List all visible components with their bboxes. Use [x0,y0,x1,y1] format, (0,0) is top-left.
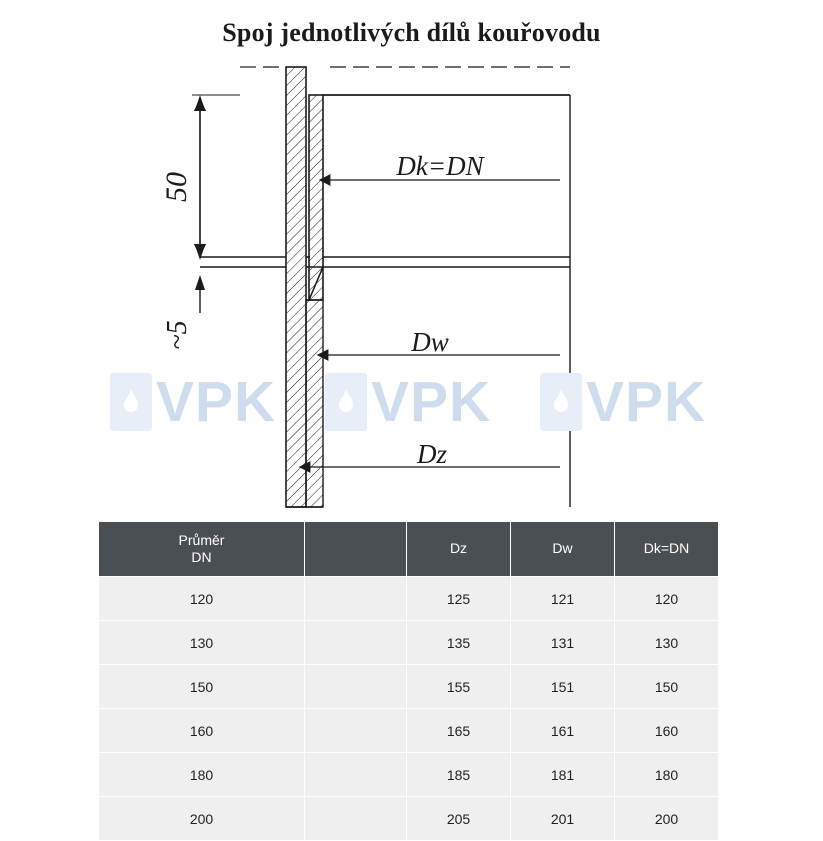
cell-dn: 150 [99,665,305,709]
col-header-blank [305,522,407,577]
table-row [99,709,719,753]
table-row [99,797,719,841]
dimension-label-dk-dn: Dk=DN [396,151,484,181]
cell-dn: 180 [99,753,305,797]
cell-dw: 131 [511,621,615,665]
watermark-text: VPK [371,369,492,434]
cell-dn: 130 [99,621,305,665]
cell-dz: 135 [407,621,511,665]
table-row [99,577,719,621]
table-row [99,665,719,709]
cell-dw: 161 [511,709,615,753]
col-header-dw: Dw [511,522,615,577]
cell-dn: 200 [99,797,305,841]
drawing-geometry [192,67,570,507]
cell-blank [305,797,407,841]
dimension-label-dw: Dw [411,327,449,357]
cell-dw: 121 [511,577,615,621]
table-body [99,577,719,841]
col-header-dkdn: Dk=DN [615,522,719,577]
cell-dkdn: 130 [615,621,719,665]
cell-dkdn: 150 [615,665,719,709]
spec-table [98,521,719,841]
cell-dw: 201 [511,797,615,841]
cell-blank [305,665,407,709]
cell-dw: 181 [511,753,615,797]
col-header-dn [99,522,305,577]
dimension-label-5: ~5 [162,320,193,350]
col-header-dn-line2: DN [191,549,212,565]
page-title: Spoj jednotlivých dílů kouřovodu [222,18,601,47]
cell-dkdn: 180 [615,753,719,797]
dimension-label-50: 50 [160,172,193,202]
cell-dz: 165 [407,709,511,753]
cell-blank [305,621,407,665]
cell-dz: 125 [407,577,511,621]
cell-dkdn: 200 [615,797,719,841]
cell-dz: 155 [407,665,511,709]
watermark-text: VPK [156,369,277,434]
table-header-row [99,522,719,577]
spec-table-wrapper [98,521,718,841]
cell-dw: 151 [511,665,615,709]
technical-drawing [0,55,823,515]
cell-blank [305,709,407,753]
table-row [99,621,719,665]
cell-blank [305,577,407,621]
cell-dn: 160 [99,709,305,753]
cell-dn: 120 [99,577,305,621]
col-header-dz: Dz [407,522,511,577]
dimension-label-dz: Dz [416,439,448,469]
cell-dkdn: 160 [615,709,719,753]
cell-dkdn: 120 [615,577,719,621]
table-row [99,753,719,797]
cell-dz: 205 [407,797,511,841]
cell-dz: 185 [407,753,511,797]
watermark-text: VPK [586,369,707,434]
col-header-dn-line1: Průměr [178,531,225,548]
cell-blank [305,753,407,797]
